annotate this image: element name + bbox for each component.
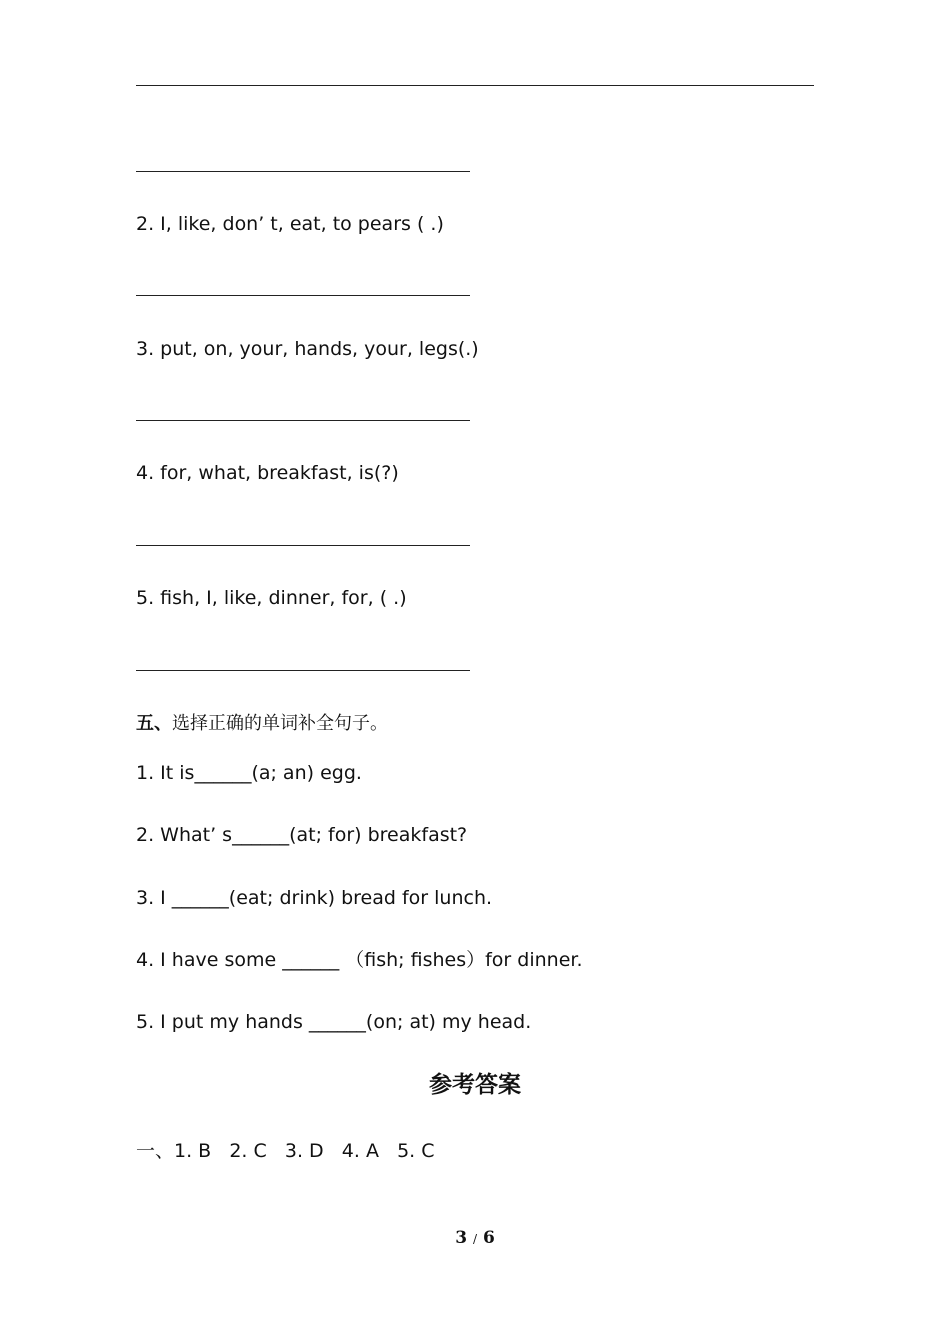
answer-line xyxy=(136,85,814,86)
answer-line xyxy=(136,670,470,671)
reorder-item: 4. for, what, breakfast, is(?) xyxy=(136,462,399,484)
reorder-item: 5. fish, I, like, dinner, for, ( .) xyxy=(136,587,407,609)
fill-blank-item: 5. I put my hands ______(on; at) my head. xyxy=(136,1011,532,1033)
reorder-item: 2. I, like, don’ t, eat, to pears ( .) xyxy=(136,213,444,235)
answer-line xyxy=(136,295,470,296)
section-number: 五、 xyxy=(136,713,172,734)
page-separator: / xyxy=(472,1232,478,1246)
page-number xyxy=(0,1227,950,1250)
answer-line xyxy=(136,545,470,546)
fill-blank-item: 1. It is______(a; an) egg. xyxy=(136,762,362,784)
answer-line-text: 一、1. B 2. C 3. D 4. A 5. C xyxy=(136,1140,435,1162)
page-total: 6 xyxy=(482,1228,495,1248)
answer-line xyxy=(136,420,470,421)
reorder-item: 3. put, on, your, hands, your, legs(.) xyxy=(136,338,479,360)
page-current: 3 xyxy=(455,1228,468,1248)
section-instruction: 选择正确的单词补全句子。 xyxy=(172,713,388,734)
fill-blank-item: 4. I have some ______ （fish; fishes）for dinner. xyxy=(136,949,583,971)
section-heading xyxy=(136,712,388,736)
answer-line xyxy=(136,171,470,172)
fill-blank-item: 3. I ______(eat; drink) bread for lunch. xyxy=(136,887,493,909)
answer-key-title: 参考答案 xyxy=(429,1072,521,1098)
fill-blank-item: 2. What’ s______(at; for) breakfast? xyxy=(136,824,468,846)
